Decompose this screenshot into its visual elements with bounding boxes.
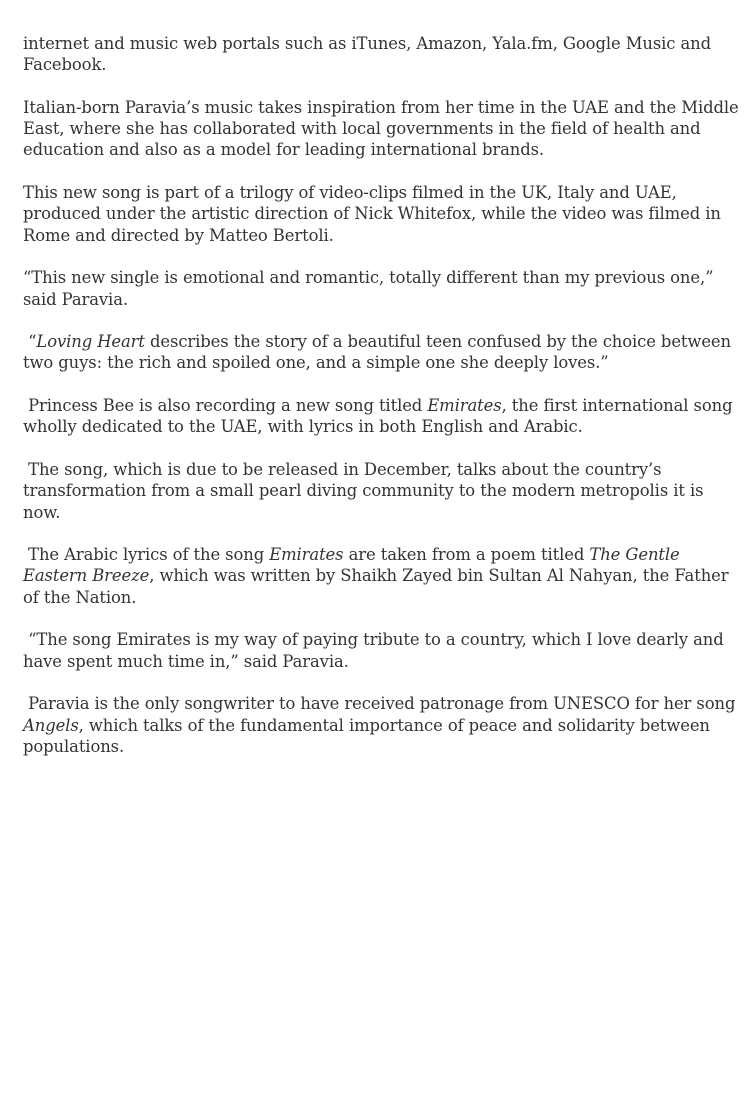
paragraph-text: , the first international song wholly dedicated to the UAE, with lyrics in both English and Arabic. <box>23 396 738 437</box>
paragraph-text: “ <box>23 332 37 352</box>
article-paragraph <box>23 33 743 76</box>
italic-title-text: Angels <box>23 715 79 735</box>
paragraph-text: , which talks of the fundamental importance of peace and solidarity between populations. <box>23 715 716 756</box>
paragraph-text: , which was written by Shaikh Zayed bin Sultan Al Nahyan, the Father of the Nation. <box>23 566 734 607</box>
italic-title-text: The Gentle Eastern Breeze <box>23 545 685 586</box>
article-paragraph <box>23 395 743 438</box>
paragraph-text: This new song is part of a trilogy of video-clips filmed in the UK, Italy and UAE, produced under the artistic direction of Nick Whitefox, while the video was filmed in Rome and directed by Matteo Bertoli. <box>23 183 726 245</box>
paragraph-text: Princess Bee is also recording a new song titled <box>23 396 428 416</box>
paragraph-text: Paravia is the only songwriter to have received patronage from UNESCO for her song <box>23 694 741 714</box>
article-paragraph <box>23 629 743 672</box>
article-paragraph <box>23 97 743 161</box>
paragraph-text: internet and music web portals such as iTunes, Amazon, Yala.fm, Google Music and Facebook. <box>23 34 717 75</box>
article-body <box>23 33 743 778</box>
article-paragraph <box>23 182 743 246</box>
italic-title-text: Emirates <box>269 545 344 565</box>
paragraph-text: The Arabic lyrics of the song <box>23 545 270 565</box>
paragraph-text: describes the story of a beautiful teen confused by the choice between two guys: the rich and spoiled one, and a simple one she deeply loves.” <box>23 332 737 373</box>
article-paragraph <box>23 331 743 374</box>
paragraph-text: “The song Emirates is my way of paying tribute to a country, which I love dearly and have spent much time in,” said Paravia. <box>23 630 729 671</box>
italic-title-text: Emirates <box>427 396 502 416</box>
article-paragraph <box>23 267 743 310</box>
paragraph-text: “This new single is emotional and romantic, totally different than my previous one,” said Paravia. <box>23 268 719 309</box>
article-paragraph <box>23 544 743 608</box>
article-paragraph <box>23 459 743 523</box>
paragraph-text: The song, which is due to be released in December, talks about the country’s transformation from a small pearl diving community to the modern metropolis it is now. <box>23 459 709 522</box>
italic-title-text: Loving Heart <box>36 332 145 352</box>
paragraph-text: Italian-born Paravia’s music takes inspiration from her time in the UAE and the Middle East, where she has collaborated with local governments in the field of health and education and also as a model for leading international brands. <box>23 97 744 160</box>
article-paragraph <box>23 693 743 757</box>
paragraph-text: are taken from a poem titled <box>343 545 590 565</box>
